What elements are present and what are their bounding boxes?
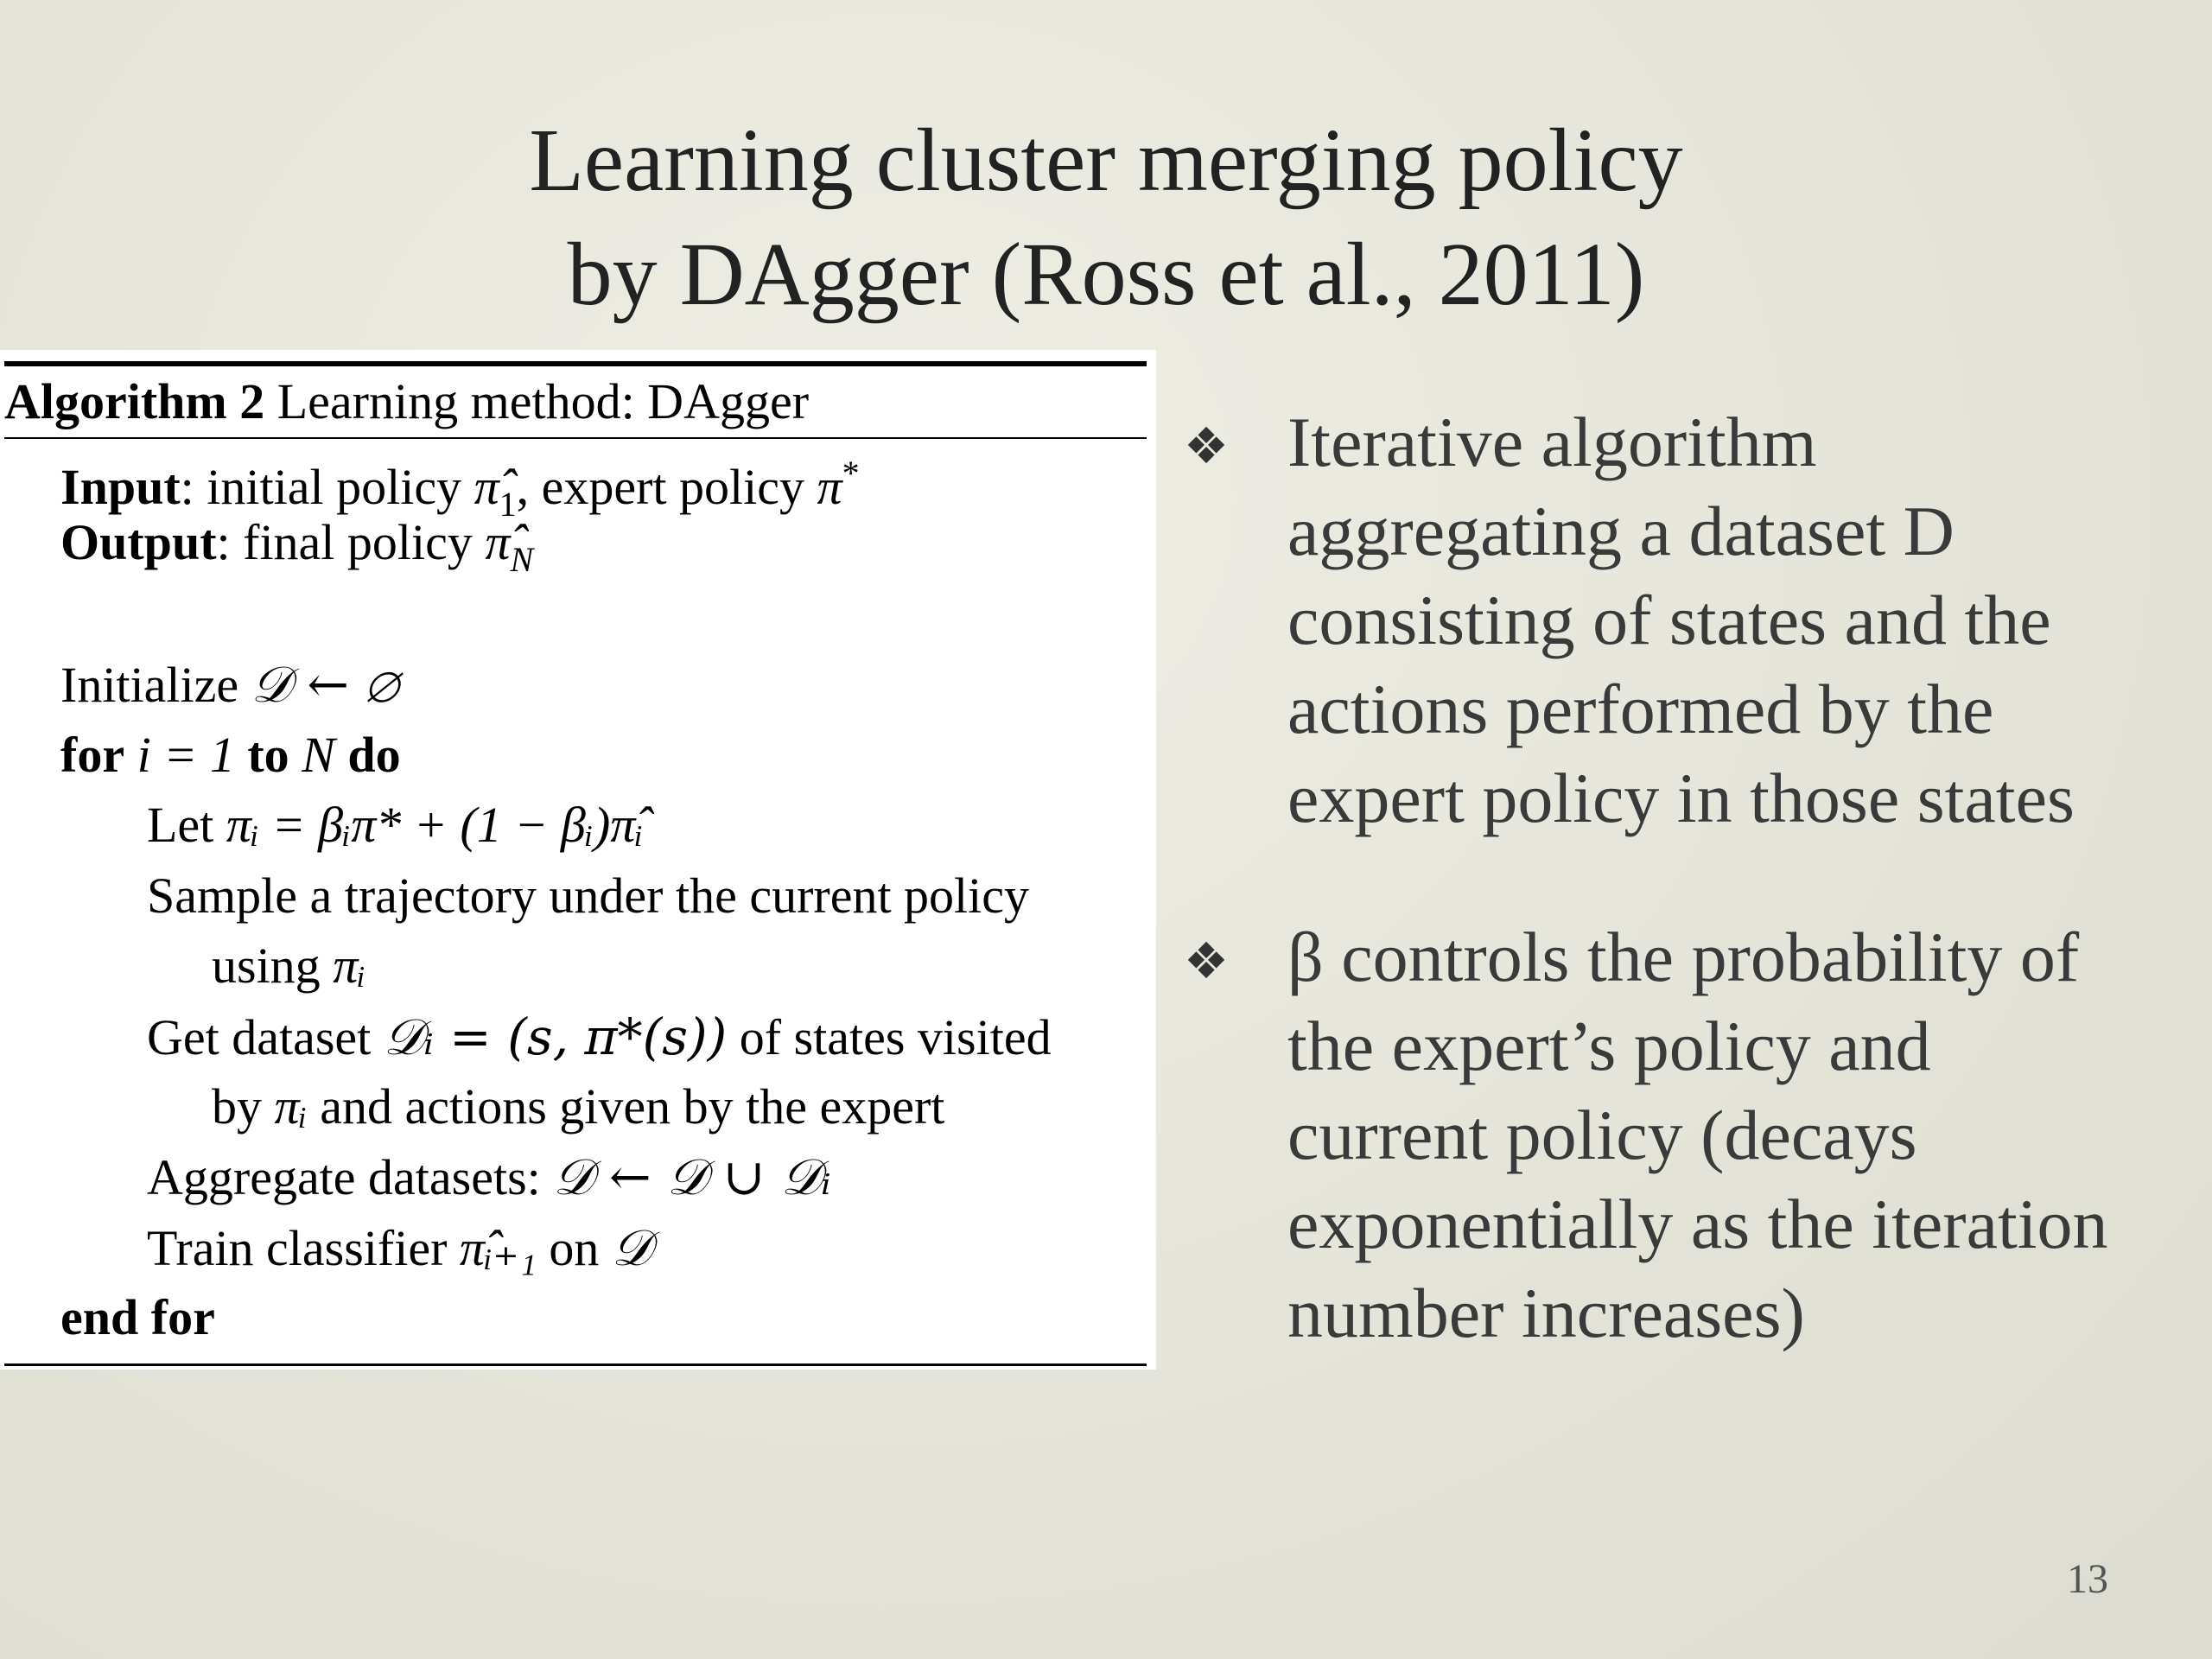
get-math-2: πᵢ (274, 1078, 308, 1135)
to-keyword: to (247, 727, 289, 783)
bullet-2-line: current policy (decays (1287, 1096, 1917, 1174)
input-star: * (842, 454, 860, 493)
bullet-2-icon: ❖ (1184, 931, 1229, 990)
bullet-2-line: β controls the probability of (1287, 918, 2080, 996)
bullet-2-line: exponentially as the iteration (1287, 1185, 2108, 1263)
init-math: 𝒟 ← ∅ (251, 655, 398, 714)
init-text: Initialize (60, 657, 251, 713)
input-pi-hat: π̂ (474, 459, 499, 515)
algorithm-end-line (60, 1287, 215, 1348)
bullet-2-line: number increases) (1287, 1274, 1805, 1352)
output-pi-hat: π̂ (485, 514, 511, 570)
let-math: πᵢ = βᵢπ* + (1 − βᵢ)π̂ᵢ (226, 797, 644, 853)
bullet-1-line: consisting of states and the (1287, 581, 2051, 659)
get-math: 𝒟ᵢ = (s, π*(s)) (383, 1007, 728, 1066)
input-text-2: , expert policy (516, 459, 817, 515)
slide-title-line-1: Learning cluster merging policy (529, 111, 1683, 210)
bullet-1-line: Iterative algorithm (1287, 403, 1817, 481)
end-for-keyword: end for (60, 1289, 215, 1345)
for-keyword: for (60, 727, 125, 783)
train-text-2: on (536, 1220, 612, 1276)
bullet-1-line: aggregating a dataset D (1287, 492, 1955, 570)
sample-text: Sample a trajectory under the current policy (147, 868, 1030, 924)
algorithm-number: Algorithm 2 (4, 373, 265, 429)
bullet-1-text (1287, 397, 2203, 842)
algorithm-output-line (60, 512, 533, 590)
train-text: Train classifier (147, 1220, 460, 1276)
algorithm-init-line (60, 654, 398, 715)
algorithm-train-line (147, 1217, 652, 1279)
algorithm-for-line (60, 725, 401, 785)
get-text: Get dataset (147, 1009, 384, 1065)
algorithm-let-line (147, 795, 644, 855)
get-text-4: and actions given by the expert (307, 1078, 945, 1135)
algorithm-get-line (147, 1007, 1052, 1068)
algorithm-box (0, 350, 1156, 1370)
bullet-2-line: the expert’s policy and (1287, 1007, 1931, 1085)
input-text: : initial policy (180, 459, 474, 515)
algorithm-header (4, 372, 809, 432)
bullet-1-icon: ❖ (1184, 416, 1229, 475)
get-text-3: by (212, 1078, 275, 1135)
page-number: 13 (2067, 1556, 2108, 1602)
for-math: i = 1 (124, 727, 248, 783)
train-math: π̂ᵢ₊₁ (459, 1220, 537, 1276)
get-text-2: of states visited (727, 1009, 1052, 1065)
algorithm-caption: Learning method: DAgger (276, 373, 810, 429)
output-label: Output (60, 514, 217, 570)
to-math: N (289, 727, 348, 783)
input-subscript: 1 (499, 485, 517, 524)
algorithm-sample-line-2 (212, 936, 365, 996)
input-pi: π (817, 459, 842, 515)
output-text: : final policy (216, 514, 486, 570)
output-subscript: N (510, 540, 534, 579)
aggregate-math: 𝒟 ← 𝒟 ∪ 𝒟ᵢ (553, 1147, 831, 1206)
algorithm-bottom-rule (4, 1363, 1147, 1366)
aggregate-text: Aggregate datasets: (147, 1149, 554, 1205)
do-keyword: do (347, 727, 401, 783)
slide-title (0, 104, 2212, 332)
sample-text-2: using (212, 938, 334, 994)
sample-math: πᵢ (333, 938, 366, 994)
input-label: Input (60, 459, 181, 515)
bullet-1-line: expert policy in those states (1287, 759, 2075, 837)
bullet-1-line: actions performed by the (1287, 670, 1994, 748)
algorithm-get-line-2 (212, 1077, 944, 1137)
bullet-2-text (1287, 912, 2203, 1357)
let-text: Let (147, 797, 226, 853)
algorithm-header-rule (4, 437, 1147, 439)
algorithm-top-rule (4, 361, 1147, 366)
train-math-2: 𝒟 (611, 1218, 652, 1277)
slide-title-line-2: by DAgger (Ross et al., 2011) (567, 225, 1645, 324)
algorithm-sample-line (147, 866, 1029, 926)
algorithm-aggregate-line (147, 1147, 831, 1208)
